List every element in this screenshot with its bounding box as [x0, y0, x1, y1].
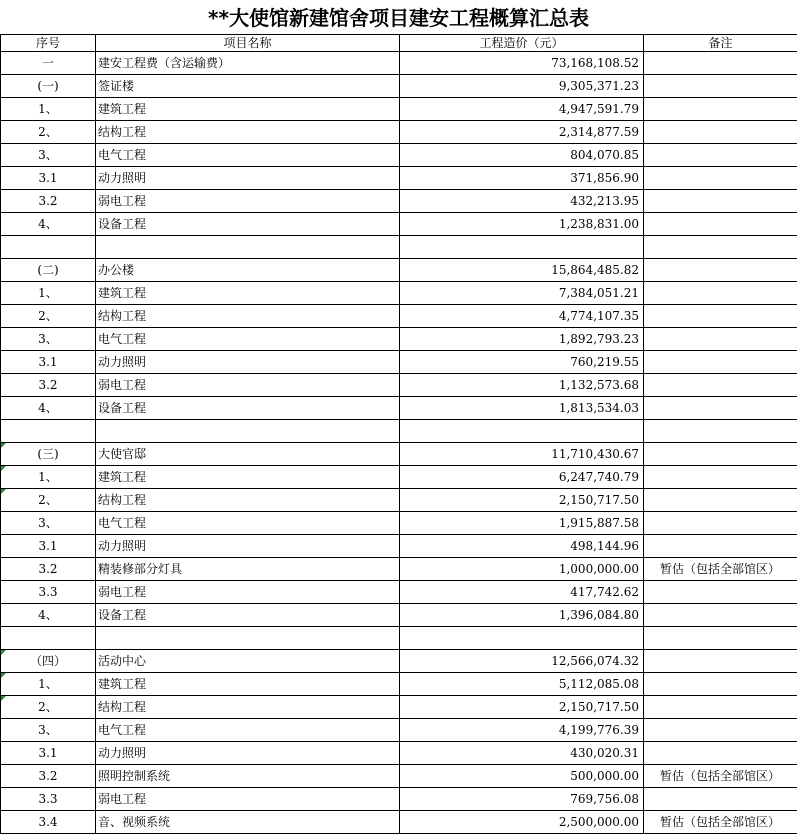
serial-no-cell[interactable]: 3、: [1, 512, 96, 535]
item-name-cell[interactable]: 大使官邸: [96, 443, 400, 466]
table-row: [1, 673, 797, 696]
table-row: [1, 558, 797, 581]
remarks-cell[interactable]: [644, 121, 797, 144]
table-row: [1, 604, 797, 627]
item-name-cell[interactable]: 弱电工程: [96, 581, 400, 604]
remarks-cell[interactable]: [644, 351, 797, 374]
remarks-cell[interactable]: [644, 512, 797, 535]
remarks-cell[interactable]: [644, 98, 797, 121]
remarks-cell[interactable]: [644, 420, 797, 443]
table-row: [1, 719, 797, 742]
remarks-cell[interactable]: [644, 75, 797, 98]
remarks-cell[interactable]: [644, 236, 797, 259]
cost-cell[interactable]: 7,384,051.21: [400, 282, 644, 305]
serial-no-cell[interactable]: (二): [1, 259, 96, 282]
header-cost[interactable]: 工程造价（元）: [400, 35, 644, 52]
item-name-cell[interactable]: 建筑工程: [96, 673, 400, 696]
remarks-cell[interactable]: [644, 52, 797, 75]
cost-cell[interactable]: 2,314,877.59: [400, 121, 644, 144]
serial-no-cell[interactable]: 3.2: [1, 765, 96, 788]
remarks-cell[interactable]: 暂估（包括全部馆区）: [644, 558, 797, 581]
item-name-cell[interactable]: 建筑工程: [96, 98, 400, 121]
cost-cell[interactable]: 6,247,740.79: [400, 466, 644, 489]
item-name-cell[interactable]: 结构工程: [96, 305, 400, 328]
remarks-cell[interactable]: [644, 374, 797, 397]
cost-cell[interactable]: 5,112,085.08: [400, 673, 644, 696]
table-row: [1, 765, 797, 788]
table-row: [1, 581, 797, 604]
serial-no-cell[interactable]: [1, 236, 96, 259]
remarks-cell[interactable]: [644, 696, 797, 719]
serial-no-cell[interactable]: [1, 420, 96, 443]
table-row: [1, 443, 797, 466]
serial-no-cell[interactable]: （四）: [1, 650, 96, 673]
serial-no-cell[interactable]: 3.1: [1, 351, 96, 374]
item-name-cell[interactable]: [96, 236, 400, 259]
table-body: [1, 52, 797, 834]
item-name-cell[interactable]: 电气工程: [96, 512, 400, 535]
serial-no-cell[interactable]: 1、: [1, 466, 96, 489]
table-row: [1, 696, 797, 719]
cost-cell[interactable]: 1,892,793.23: [400, 328, 644, 351]
item-name-cell[interactable]: 活动中心: [96, 650, 400, 673]
cost-cell[interactable]: 2,150,717.50: [400, 696, 644, 719]
serial-no-cell[interactable]: 3.2: [1, 374, 96, 397]
table-row: [1, 512, 797, 535]
remarks-cell[interactable]: 暂估（包括全部馆区）: [644, 765, 797, 788]
cost-cell[interactable]: 4,199,776.39: [400, 719, 644, 742]
cost-cell[interactable]: 1,132,573.68: [400, 374, 644, 397]
table-row: [1, 420, 797, 443]
item-name-cell[interactable]: 电气工程: [96, 328, 400, 351]
remarks-cell[interactable]: [644, 719, 797, 742]
item-name-cell[interactable]: 弱电工程: [96, 190, 400, 213]
serial-no-cell[interactable]: 1、: [1, 282, 96, 305]
item-name-cell[interactable]: 设备工程: [96, 213, 400, 236]
serial-no-cell[interactable]: 3、: [1, 328, 96, 351]
remarks-cell[interactable]: [644, 328, 797, 351]
item-name-cell[interactable]: 签证楼: [96, 75, 400, 98]
table-row: [1, 144, 797, 167]
table-row: [1, 788, 797, 811]
table-row: [1, 190, 797, 213]
cost-cell[interactable]: 769,756.08: [400, 788, 644, 811]
cost-cell[interactable]: 432,213.95: [400, 190, 644, 213]
table-row: [1, 466, 797, 489]
cost-cell[interactable]: 371,856.90: [400, 167, 644, 190]
cost-cell[interactable]: 498,144.96: [400, 535, 644, 558]
serial-no-cell[interactable]: 3.3: [1, 788, 96, 811]
remarks-cell[interactable]: [644, 650, 797, 673]
item-name-cell[interactable]: 结构工程: [96, 489, 400, 512]
item-name-cell[interactable]: [96, 627, 400, 650]
item-name-cell[interactable]: 建安工程费（含运输费）: [96, 52, 400, 75]
remarks-cell[interactable]: [644, 466, 797, 489]
serial-no-cell[interactable]: [1, 627, 96, 650]
remarks-cell[interactable]: [644, 397, 797, 420]
table-row: [1, 397, 797, 420]
item-name-cell[interactable]: 精装修部分灯具: [96, 558, 400, 581]
serial-no-cell[interactable]: 3.3: [1, 581, 96, 604]
serial-no-cell[interactable]: 4、: [1, 604, 96, 627]
cost-cell[interactable]: 1,396,084.80: [400, 604, 644, 627]
remarks-cell[interactable]: [644, 282, 797, 305]
serial-no-cell[interactable]: 1、: [1, 98, 96, 121]
table-row: [1, 742, 797, 765]
cost-cell[interactable]: 417,742.62: [400, 581, 644, 604]
table-row: [1, 98, 797, 121]
item-name-cell[interactable]: 弱电工程: [96, 374, 400, 397]
remarks-cell[interactable]: [644, 604, 797, 627]
cell-indicator-icon: [1, 696, 6, 701]
header-serial-no[interactable]: 序号: [1, 35, 96, 52]
remarks-cell[interactable]: [644, 259, 797, 282]
item-name-cell[interactable]: 动力照明: [96, 535, 400, 558]
item-name-cell[interactable]: 音、视频系统: [96, 811, 400, 834]
remarks-cell[interactable]: [644, 213, 797, 236]
remarks-cell[interactable]: [644, 581, 797, 604]
item-name-cell[interactable]: 建筑工程: [96, 466, 400, 489]
cell-indicator-icon: [1, 673, 6, 678]
item-name-cell[interactable]: 设备工程: [96, 604, 400, 627]
item-name-cell[interactable]: 结构工程: [96, 121, 400, 144]
cell-indicator-icon: [1, 650, 6, 655]
cost-cell[interactable]: [400, 236, 644, 259]
remarks-cell[interactable]: [644, 535, 797, 558]
item-name-cell[interactable]: 动力照明: [96, 742, 400, 765]
remarks-cell[interactable]: [644, 489, 797, 512]
table-row: [1, 374, 797, 397]
table-row: [1, 213, 797, 236]
sheet-title: **大使馆新建馆舍项目建安工程概算汇总表: [0, 0, 797, 34]
serial-no-cell[interactable]: 一: [1, 52, 96, 75]
cost-cell[interactable]: 4,947,591.79: [400, 98, 644, 121]
header-item-name[interactable]: 项目名称: [96, 35, 400, 52]
cost-cell[interactable]: 15,864,485.82: [400, 259, 644, 282]
serial-no-cell[interactable]: 3.1: [1, 535, 96, 558]
item-name-cell[interactable]: 结构工程: [96, 696, 400, 719]
cost-cell[interactable]: 1,238,831.00: [400, 213, 644, 236]
item-name-cell[interactable]: 设备工程: [96, 397, 400, 420]
serial-no-cell[interactable]: 3、: [1, 719, 96, 742]
header-remarks[interactable]: 备注: [644, 35, 797, 52]
remarks-cell[interactable]: [644, 673, 797, 696]
table-row: [1, 351, 797, 374]
table-row: [1, 75, 797, 98]
cost-cell[interactable]: [400, 627, 644, 650]
table-row: [1, 52, 797, 75]
item-name-cell[interactable]: 动力照明: [96, 167, 400, 190]
item-name-cell[interactable]: 建筑工程: [96, 282, 400, 305]
serial-no-cell[interactable]: 2、: [1, 489, 96, 512]
serial-no-cell[interactable]: 3.2: [1, 190, 96, 213]
cost-cell[interactable]: [400, 420, 644, 443]
remarks-cell[interactable]: [644, 627, 797, 650]
remarks-cell[interactable]: [644, 742, 797, 765]
table-row: [1, 535, 797, 558]
item-name-cell[interactable]: 照明控制系统: [96, 765, 400, 788]
table-row: [1, 305, 797, 328]
item-name-cell[interactable]: [96, 420, 400, 443]
remarks-cell[interactable]: 暂估（包括全部馆区）: [644, 811, 797, 834]
serial-no-cell[interactable]: 3.1: [1, 167, 96, 190]
serial-no-cell[interactable]: 3、: [1, 144, 96, 167]
serial-no-cell[interactable]: 2、: [1, 696, 96, 719]
cost-cell[interactable]: 2,500,000.00: [400, 811, 644, 834]
cost-cell[interactable]: 11,710,430.67: [400, 443, 644, 466]
item-name-cell[interactable]: 电气工程: [96, 144, 400, 167]
serial-no-cell[interactable]: 4、: [1, 397, 96, 420]
serial-no-cell[interactable]: 4、: [1, 213, 96, 236]
serial-no-cell[interactable]: 3.1: [1, 742, 96, 765]
cost-cell[interactable]: 500,000.00: [400, 765, 644, 788]
cell-indicator-icon: [1, 443, 6, 448]
item-name-cell[interactable]: 弱电工程: [96, 788, 400, 811]
item-name-cell[interactable]: 电气工程: [96, 719, 400, 742]
table-row: [1, 328, 797, 351]
header-row: [1, 35, 797, 52]
serial-no-cell[interactable]: 3.4: [1, 811, 96, 834]
serial-no-cell[interactable]: (三): [1, 443, 96, 466]
cost-summary-table: [0, 34, 797, 834]
remarks-cell[interactable]: [644, 443, 797, 466]
cell-indicator-icon: [1, 489, 6, 494]
table-row: [1, 811, 797, 834]
remarks-cell[interactable]: [644, 167, 797, 190]
remarks-cell[interactable]: [644, 144, 797, 167]
table-row: [1, 650, 797, 673]
serial-no-cell[interactable]: 2、: [1, 305, 96, 328]
serial-no-cell[interactable]: 2、: [1, 121, 96, 144]
table-row: [1, 282, 797, 305]
cost-cell[interactable]: 1,813,534.03: [400, 397, 644, 420]
table-row: [1, 167, 797, 190]
cost-cell[interactable]: 9,305,371.23: [400, 75, 644, 98]
cost-cell[interactable]: 760,219.55: [400, 351, 644, 374]
table-row: [1, 627, 797, 650]
cost-cell[interactable]: 430,020.31: [400, 742, 644, 765]
cost-cell[interactable]: 12,566,074.32: [400, 650, 644, 673]
remarks-cell[interactable]: [644, 788, 797, 811]
remarks-cell[interactable]: [644, 305, 797, 328]
serial-no-cell[interactable]: (一): [1, 75, 96, 98]
item-name-cell[interactable]: 办公楼: [96, 259, 400, 282]
remarks-cell[interactable]: [644, 190, 797, 213]
table-row: [1, 259, 797, 282]
cost-cell[interactable]: 4,774,107.35: [400, 305, 644, 328]
cell-indicator-icon: [1, 466, 6, 471]
table-row: [1, 489, 797, 512]
cost-cell[interactable]: 73,168,108.52: [400, 52, 644, 75]
serial-no-cell[interactable]: 1、: [1, 673, 96, 696]
item-name-cell[interactable]: 动力照明: [96, 351, 400, 374]
serial-no-cell[interactable]: 3.2: [1, 558, 96, 581]
cost-cell[interactable]: 1,915,887.58: [400, 512, 644, 535]
cost-cell[interactable]: 1,000,000.00: [400, 558, 644, 581]
cost-cell[interactable]: 804,070.85: [400, 144, 644, 167]
table-row: [1, 121, 797, 144]
cost-cell[interactable]: 2,150,717.50: [400, 489, 644, 512]
table-row: [1, 236, 797, 259]
